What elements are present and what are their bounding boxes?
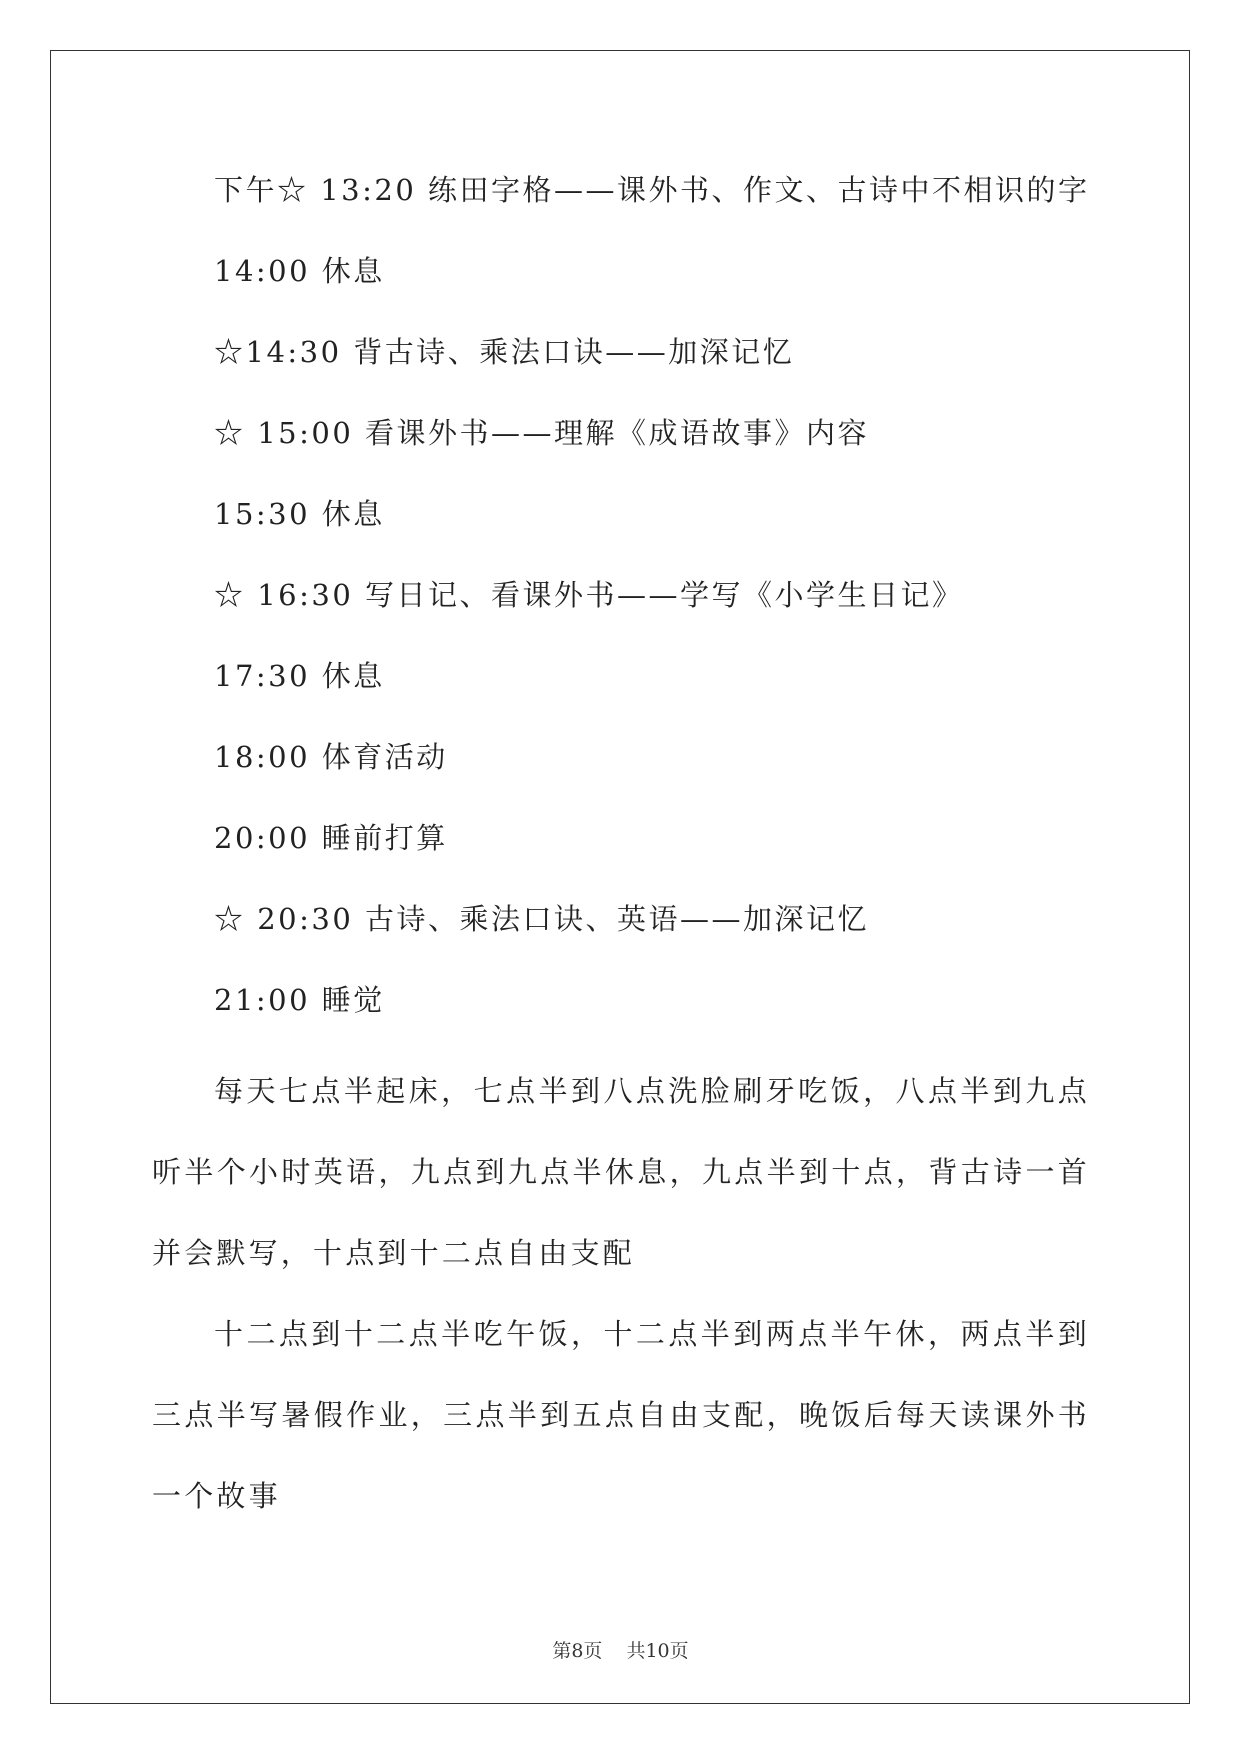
page-footer <box>0 1636 1241 1663</box>
schedule-line: 18:00 体育活动 <box>214 740 448 774</box>
schedule-line: ☆14:30 背古诗、乘法口诀——加深记忆 <box>214 335 795 369</box>
schedule-line: ☆ 15:00 看课外书——理解《成语故事》内容 <box>214 416 870 450</box>
schedule-line: 14:00 休息 <box>214 254 385 288</box>
paragraph-morning-routine: 每天七点半起床，七点半到八点洗脸刷牙吃饭，八点半到九点听半个小时英语，九点到九点半休息，九点半到十点，背古诗一首并会默写，十点到十二点自由支配 <box>152 1074 1090 1270</box>
schedule-line: 下午☆ 13:20 练田字格——课外书、作文、古诗中不相识的字 <box>214 173 1090 207</box>
schedule-line: 20:00 睡前打算 <box>214 821 448 855</box>
schedule-line: 21:00 睡觉 <box>214 983 385 1017</box>
page-number: 第8页 <box>552 1640 603 1662</box>
schedule-line: ☆ 20:30 古诗、乘法口诀、英语——加深记忆 <box>214 902 870 936</box>
schedule-line: 15:30 休息 <box>214 497 385 531</box>
paragraph-afternoon-routine: 十二点到十二点半吃午饭，十二点半到两点半午休，两点半到三点半写暑假作业，三点半到五点自由支配，晚饭后每天读课外书一个故事 <box>152 1317 1090 1513</box>
schedule-line: 17:30 休息 <box>214 659 385 693</box>
page-total: 共10页 <box>626 1640 689 1662</box>
document-body <box>152 160 1090 1537</box>
schedule-line: ☆ 16:30 写日记、看课外书——学写《小学生日记》 <box>214 578 964 612</box>
